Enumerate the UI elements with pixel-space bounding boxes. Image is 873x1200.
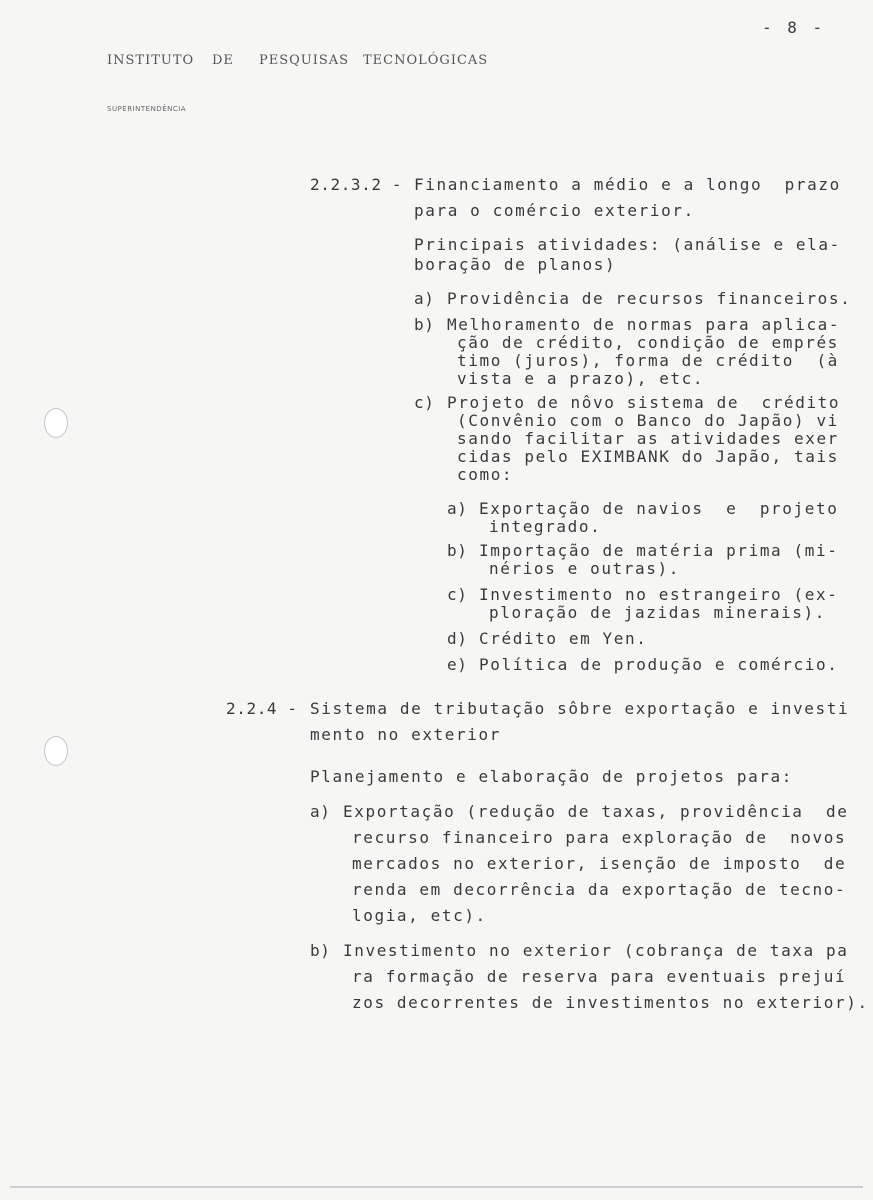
item-marker: b): [310, 941, 331, 960]
item-marker: c): [414, 393, 435, 412]
subitem-line: Exportação de navios e projeto: [479, 499, 839, 518]
section-title-line: Financiamento a médio e a longo prazo: [414, 175, 841, 194]
item-line: Projeto de nôvo sistema de crédito: [447, 393, 841, 412]
subitem-line: Investimento no estrangeiro (ex-: [479, 585, 839, 604]
subitem-line: integrado.: [489, 517, 602, 536]
section-title-line: para o comércio exterior.: [414, 201, 695, 220]
item-marker: a): [414, 289, 435, 308]
subitem-marker: e): [447, 655, 468, 674]
item-line: recurso financeiro para exploração de novos: [352, 828, 847, 847]
activities-line: boração de planos): [414, 255, 617, 274]
page-number: - 8 -: [762, 18, 826, 37]
item-line: Investimento no exterior (cobrança de taxa pa: [343, 941, 849, 960]
department-label: SUPERINTENDÊNCIA: [107, 105, 187, 113]
item-line: vista e a prazo), etc.: [457, 369, 705, 388]
header-word-2: DE: [212, 53, 234, 68]
subitem-line: Crédito em Yen.: [479, 629, 648, 648]
item-line: timo (juros), forma de crédito (à: [457, 351, 839, 370]
header-word-1: INSTITUTO: [107, 53, 195, 68]
binder-hole-top: [44, 408, 68, 438]
item-line: ra formação de reserva para eventuais prejuí: [352, 967, 847, 986]
activities-line: Principais atividades: (análise e ela-: [414, 235, 841, 254]
item-line: mercados no exterior, isenção de imposto de: [352, 854, 847, 873]
item-line: como:: [457, 465, 514, 484]
item-line: Melhoramento de normas para aplica-: [447, 315, 841, 334]
item-line: logia, etc).: [352, 906, 487, 925]
section-title-line: mento no exterior: [310, 725, 501, 744]
item-line: ção de crédito, condição de emprés: [457, 333, 839, 352]
item-marker: a): [310, 802, 331, 821]
subitem-line: ploração de jazidas minerais).: [489, 603, 826, 622]
subitem-line: Importação de matéria prima (mi-: [479, 541, 839, 560]
header-word-3: PESQUISAS: [259, 53, 350, 68]
item-line: sando facilitar as atividades exer: [457, 429, 839, 448]
item-line: Exportação (redução de taxas, providência de: [343, 802, 849, 821]
section-number-2232: 2.2.3.2 -: [310, 175, 403, 194]
binder-hole-bottom: [44, 736, 68, 766]
header-word-4: TECNOLÓGICAS: [363, 53, 489, 68]
subitem-marker: c): [447, 585, 468, 604]
subitem-line: Política de produção e comércio.: [479, 655, 839, 674]
item-line: (Convênio com o Banco do Japão) vi: [457, 411, 839, 430]
section-title-line: Sistema de tributação sôbre exportação e investi: [310, 699, 850, 718]
subitem-line: nérios e outras).: [489, 559, 680, 578]
item-line: cidas pelo EXIMBANK do Japão, tais: [457, 447, 839, 466]
page-bottom-edge: [10, 1186, 863, 1188]
section-number-224: 2.2.4 -: [226, 699, 298, 718]
item-line: renda em decorrência da exportação de tecno-: [352, 880, 847, 899]
item-marker: b): [414, 315, 435, 334]
section-intro: Planejamento e elaboração de projetos para:: [310, 767, 794, 786]
subitem-marker: d): [447, 629, 468, 648]
subitem-marker: b): [447, 541, 468, 560]
item-line: Providência de recursos financeiros.: [447, 289, 852, 308]
subitem-marker: a): [447, 499, 468, 518]
item-line: zos decorrentes de investimentos no exterior).: [352, 993, 869, 1012]
